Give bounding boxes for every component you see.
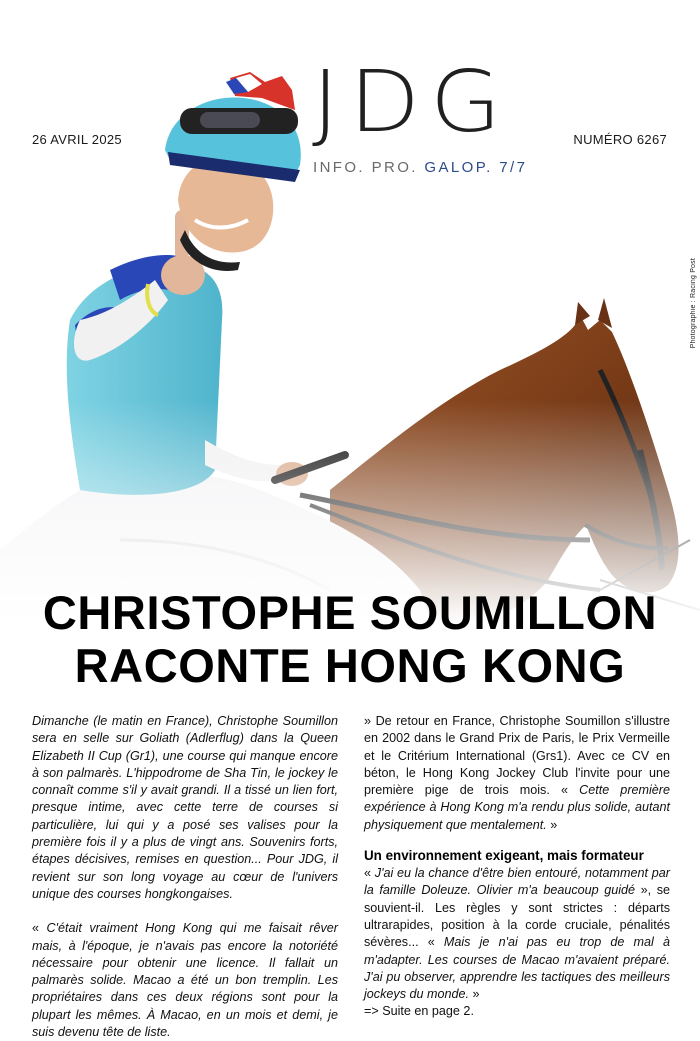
quote-part-1: C'était vraiment Hong Kong qui me faisait rêver mais, à l'époque, je n'avais pas encore la notoriété nécessaire pour obtenir une licence. Il fallait un palmarès solide. Macao a été un bon tremplin. Les propriétaires dans ces deux régions sont pour la plupart les mêmes. À Macao, en un mois et demi, je suis devenu tête de liste. (32, 921, 338, 1040)
article-column-right (364, 713, 670, 1021)
headline-line-1: CHRISTOPHE SOUMILLON (42, 586, 658, 639)
issue-date: 26 AVRIL 2025 (32, 132, 122, 147)
issue-number: NUMÉRO 6267 (573, 132, 667, 147)
article-paragraph-2-continued: » De retour en France, Christophe Soumillon s'illustre en 2002 dans le Grand Prix de Paris, le Prix Vermeille et le Critérium International (Grs1). Avec ce CV en béton, le Hong Kong Jockey Club l'invite pour une première pige de trois mois. « Cette première expérience à Hong Kong m'a rendu plus solide, autant physiquement que mentalement. » (364, 714, 671, 832)
jdg-logo: JDG (312, 52, 512, 152)
article-intro: Dimanche (le matin en France), Christophe Soumillon sera en selle sur Goliath (Adlerflug) dans la Queen Elizabeth II Cup (Gr1), une course qui manque encore à son palmarès. L'hippodrome de Sha Tin, le jockey le connaît comme s'il y avait grandi. Il a tissé un lien fort, presque intime, avec cette terre de courses si particulière, lui qui y a posé ses valises pour la première fois il y a plus de vingt ans. Souvenirs forts, étapes décisives, remises en question... Pour JDG, il revient sur son long voyage au cœur de l'univers unique des courses hongkongaises. (32, 714, 338, 901)
tagline (313, 159, 527, 176)
headline (0, 586, 700, 692)
headline-line-2: RACONTE HONG KONG (74, 639, 626, 692)
tagline-accent: GALOP. 7/7 (424, 159, 528, 176)
masthead (0, 0, 700, 200)
tagline-main: INFO. PRO. (313, 159, 418, 176)
section-subheading: Un environnement exigeant, mais formateur (364, 848, 644, 864)
continued-on-page-link[interactable]: => Suite en page 2. (364, 1004, 474, 1019)
article-paragraph-2: « C'était vraiment Hong Kong qui me faisait rêver mais, à l'époque, je n'avais pas encore la notoriété nécessaire pour obtenir une licence. Il fallait un palmarès solide. Macao a été un bon tremplin. Les propriétaires dans ces deux régions sont pour la plupart les mêmes. À Macao, en un mois et demi, je suis devenu tête de liste. (32, 921, 338, 1040)
quote-part-2: Cette première expérience à Hong Kong m'a rendu plus solide, autant physiquement que mentalement. (364, 783, 671, 832)
article-column-left (32, 713, 338, 1041)
photo-credit: Photographie : Racing Post (690, 258, 697, 349)
article-paragraph-3: « J'ai eu la chance d'être bien entouré, notamment par la famille Doleuze. Olivier m'a beaucoup guidé », se souvient-il. Les règles y sont strictes : départs ultrarapides, position à la corde cruciale, pénalités sévères... « Mais je n'ai pas eu trop de mal à m'adapter. Les courses de Macao m'avaient préparé. J'ai pu observer, apprendre les tactiques des meilleurs jockeys du monde. » (364, 866, 670, 1002)
